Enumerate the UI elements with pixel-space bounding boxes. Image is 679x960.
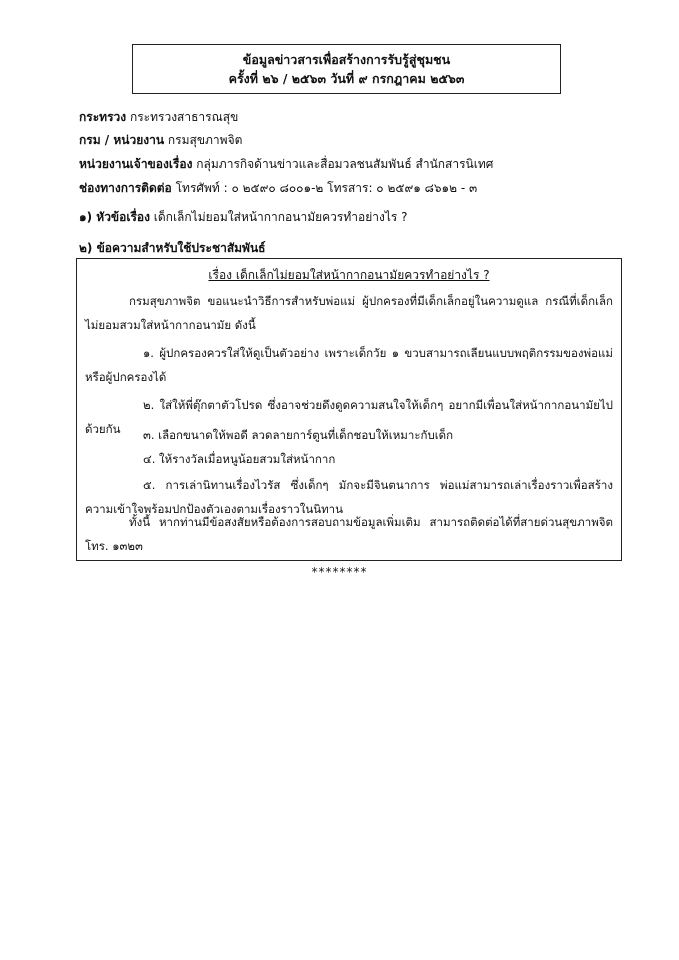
- section-2-label: ๒) ข้อความสำหรับใช้ประชาสัมพันธ์: [79, 241, 266, 255]
- ministry-value: กระทรวงสาธารณสุข: [129, 110, 239, 124]
- intro-paragraph: กรมสุขภาพจิต ขอแนะนำวิธีการสำหรับพ่อแม่ ผู้ปกครองที่มีเด็กเล็กอยู่ในความดูแล กรณีที่เด็กเล็กไม่ยอมสวมใส่หน้ากากอนามัย ดังนี้: [85, 294, 613, 332]
- department-row: [79, 132, 242, 148]
- end-marker: ********: [311, 565, 368, 579]
- contact-value: โทรศัพท์ : ๐ ๒๕๙๐ ๘๐๐๑-๒ โทรสาร: ๐ ๒๕๙๑ ๘๖๑๒ - ๓: [175, 181, 478, 195]
- owner-label: หน่วยงานเจ้าของเรื่อง: [79, 157, 193, 171]
- contact-row: [79, 180, 477, 196]
- item-2-paragraph: ๒. ใส่ให้พี่ตุ๊กตาตัวโปรด ซึ่งอาจช่วยดึงดูดความสนใจให้เด็กๆ อยากมีเพื่อนใส่หน้ากากอนามัยไปด้วยกัน: [85, 398, 613, 436]
- contact-label: ช่องทางการติดต่อ: [79, 181, 172, 195]
- item-1-paragraph: ๑. ผู้ปกครองควรใส่ให้ดูเป็นตัวอย่าง เพราะเด็กวัย ๑ ขวบสามารถเลียนแบบพฤติกรรมของพ่อแม่ หรือผู้ปกครองได้: [85, 346, 613, 384]
- announcement-box: [76, 258, 622, 561]
- section-1-value: เด็กเล็กไม่ยอมใส่หน้ากากอนามัยควรทำอย่างไร ?: [153, 210, 408, 224]
- item-3-paragraph: ๓. เลือกขนาดให้พอดี ลวดลายการ์ตูนที่เด็กชอบให้เหมาะกับเด็ก: [143, 428, 454, 442]
- owner-row: [79, 156, 493, 172]
- announcement-title: เรื่อง เด็กเล็กไม่ยอมใส่หน้ากากอนามัยควรทำอย่างไร ?: [208, 268, 490, 282]
- title-line-2: ครั้งที่ ๒๖ / ๒๕๖๓ วันที่ ๙ กรกฎาคม ๒๕๖๓: [228, 71, 465, 86]
- ministry-row: [79, 109, 238, 125]
- item-4-paragraph: ๔. ให้รางวัลเมื่อหนูน้อยสวมใส่หน้ากาก: [143, 452, 336, 466]
- item-5-paragraph: ๕. การเล่านิทานเรื่องไวรัส ซึ่งเด็กๆ มักจะมีจินตนาการ พ่อแม่สามารถเล่าเรื่องราวเพื่อสร้างความเข้าใจพร้อมปกป้องตัวเองตามเรื่องราวในนิทาน: [85, 478, 613, 516]
- document-title-box: [132, 44, 561, 94]
- department-value: กรมสุขภาพจิต: [167, 133, 243, 147]
- section-1-label: ๑) หัวข้อเรื่อง: [79, 210, 150, 224]
- ministry-label: กระทรวง: [79, 110, 127, 124]
- owner-value: กลุ่มภารกิจด้านข่าวและสื่อมวลชนสัมพันธ์ สำนักสารนิเทศ: [196, 157, 494, 171]
- title-line-1: ข้อมูลข่าวสารเพื่อสร้างการรับรู้สู่ชุมชน: [242, 52, 451, 67]
- department-label: กรม / หน่วยงาน: [79, 133, 165, 147]
- closing-paragraph: ทั้งนี้ หากท่านมีข้อสงสัยหรือต้องการสอบถามข้อมูลเพิ่มเติม สามารถติดต่อได้ที่สายด่วนสุขภาพจิต โทร. ๑๓๒๓: [85, 515, 613, 553]
- section-2-row: [79, 240, 266, 256]
- section-1-row: [79, 209, 408, 225]
